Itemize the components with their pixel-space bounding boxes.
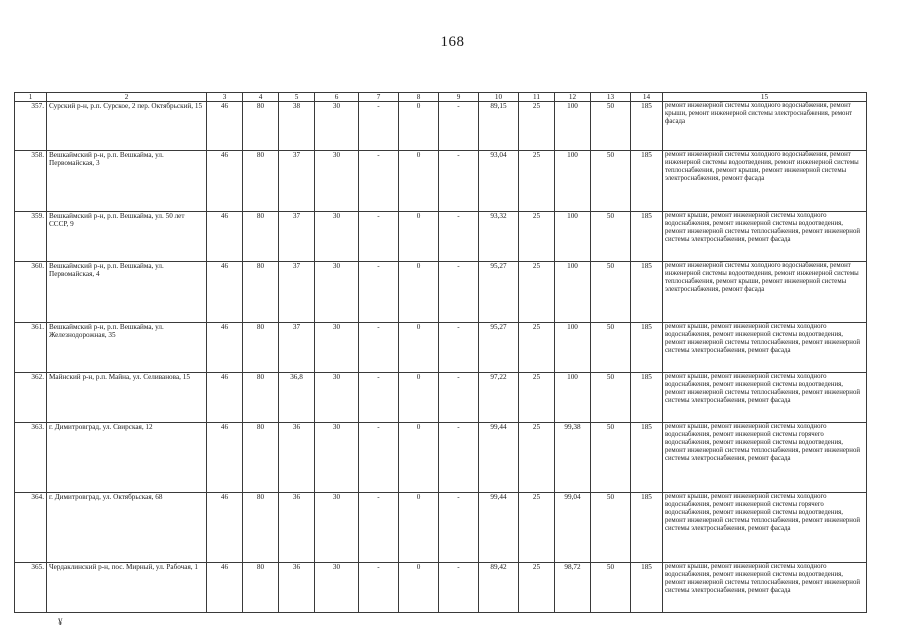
cell-col8: 0 xyxy=(399,102,439,151)
column-number-row xyxy=(15,93,867,102)
cell-col3: 46 xyxy=(207,212,243,262)
cell-col10: 99,44 xyxy=(479,423,519,493)
cell-col12: 100 xyxy=(555,151,591,212)
table-row xyxy=(15,493,867,563)
cell-col3: 46 xyxy=(207,151,243,212)
row-works: ремонт крыши, ремонт инженерной системы холодного водоснабжения, ремонт инженерной системы горячего водоснабжения, ремонт инженерной системы водоотведения, ремонт инженерной системы теплоснабжения, ремонт инженерной системы электроснабжения, ремонт фасада xyxy=(663,423,867,493)
cell-col12: 99,38 xyxy=(555,423,591,493)
row-number: 360. xyxy=(15,262,47,323)
row-address: Майнский р-н, р.п. Майна, ул. Селиванова, 15 xyxy=(47,373,207,423)
table-row xyxy=(15,563,867,613)
col-header-6: 6 xyxy=(315,93,359,102)
cell-col13: 50 xyxy=(591,373,631,423)
row-number: 364. xyxy=(15,493,47,563)
cell-col7: - xyxy=(359,563,399,613)
col-header-2: 2 xyxy=(47,93,207,102)
cell-col6: 30 xyxy=(315,151,359,212)
cell-col4: 80 xyxy=(243,151,279,212)
table-row xyxy=(15,212,867,262)
cell-col5: 37 xyxy=(279,323,315,373)
cell-col13: 50 xyxy=(591,212,631,262)
cell-col6: 30 xyxy=(315,102,359,151)
cell-col8: 0 xyxy=(399,563,439,613)
cell-col12: 100 xyxy=(555,373,591,423)
cell-col11: 25 xyxy=(519,493,555,563)
row-number: 363. xyxy=(15,423,47,493)
cell-col10: 93,32 xyxy=(479,212,519,262)
col-header-5: 5 xyxy=(279,93,315,102)
col-header-13: 13 xyxy=(591,93,631,102)
cell-col7: - xyxy=(359,323,399,373)
cell-col4: 80 xyxy=(243,323,279,373)
col-header-12: 12 xyxy=(555,93,591,102)
cell-col9: - xyxy=(439,423,479,493)
cell-col11: 25 xyxy=(519,373,555,423)
cell-col9: - xyxy=(439,151,479,212)
col-header-4: 4 xyxy=(243,93,279,102)
cell-col13: 50 xyxy=(591,262,631,323)
cell-col11: 25 xyxy=(519,423,555,493)
cell-col10: 97,22 xyxy=(479,373,519,423)
cell-col14: 185 xyxy=(631,323,663,373)
row-number: 359. xyxy=(15,212,47,262)
cell-col9: - xyxy=(439,102,479,151)
row-number: 362. xyxy=(15,373,47,423)
cell-col7: - xyxy=(359,102,399,151)
cell-col5: 37 xyxy=(279,262,315,323)
page-number: 168 xyxy=(440,34,465,50)
cell-col14: 185 xyxy=(631,212,663,262)
table-row xyxy=(15,151,867,212)
cell-col12: 100 xyxy=(555,102,591,151)
cell-col6: 30 xyxy=(315,212,359,262)
row-works: ремонт крыши, ремонт инженерной системы холодного водоснабжения, ремонт инженерной системы водоотведения, ремонт инженерной системы теплоснабжения, ремонт инженерной системы электроснабжения, ремонт фасада xyxy=(663,373,867,423)
cell-col4: 80 xyxy=(243,262,279,323)
cell-col13: 50 xyxy=(591,102,631,151)
col-header-1: 1 xyxy=(15,93,47,102)
cell-col8: 0 xyxy=(399,151,439,212)
cell-col5: 36 xyxy=(279,493,315,563)
cell-col9: - xyxy=(439,323,479,373)
cell-col4: 80 xyxy=(243,423,279,493)
cell-col3: 46 xyxy=(207,262,243,323)
table-body xyxy=(15,102,867,613)
cell-col10: 93,04 xyxy=(479,151,519,212)
row-works: ремонт крыши, ремонт инженерной системы холодного водоснабжения, ремонт инженерной системы водоотведения, ремонт инженерной системы теплоснабжения, ремонт инженерной системы электроснабжения, ремонт фасада xyxy=(663,323,867,373)
cell-col7: - xyxy=(359,493,399,563)
cell-col10: 99,44 xyxy=(479,493,519,563)
cell-col4: 80 xyxy=(243,102,279,151)
cell-col3: 46 xyxy=(207,102,243,151)
cell-col6: 30 xyxy=(315,563,359,613)
cell-col4: 80 xyxy=(243,212,279,262)
cell-col8: 0 xyxy=(399,373,439,423)
cell-col13: 50 xyxy=(591,151,631,212)
cell-col5: 38 xyxy=(279,102,315,151)
cell-col6: 30 xyxy=(315,373,359,423)
cell-col6: 30 xyxy=(315,323,359,373)
cell-col6: 30 xyxy=(315,423,359,493)
cell-col10: 95,27 xyxy=(479,262,519,323)
cell-col7: - xyxy=(359,212,399,262)
cell-col12: 100 xyxy=(555,323,591,373)
row-address: Вешкаймский р-н, р.п. Вешкайма, ул. Первомайская, 4 xyxy=(47,262,207,323)
row-works: ремонт инженерной системы холодного водоснабжения, ремонт инженерной системы водоотведения, ремонт инженерной системы теплоснабжения, ремонт крыши, ремонт инженерной системы электроснабжения, ремонт фасада xyxy=(663,262,867,323)
cell-col11: 25 xyxy=(519,102,555,151)
cell-col12: 99,04 xyxy=(555,493,591,563)
cell-col12: 98,72 xyxy=(555,563,591,613)
cell-col3: 46 xyxy=(207,493,243,563)
cell-col13: 50 xyxy=(591,563,631,613)
cell-col12: 100 xyxy=(555,262,591,323)
row-works: ремонт инженерной системы холодного водоснабжения, ремонт инженерной системы водоотведения, ремонт инженерной системы теплоснабжения, ремонт крыши, ремонт инженерной системы электроснабжения, ремонт фасада xyxy=(663,151,867,212)
program-table-container xyxy=(14,92,866,613)
cell-col8: 0 xyxy=(399,262,439,323)
row-address: г. Димитровград, ул. Свирская, 12 xyxy=(47,423,207,493)
col-header-14: 14 xyxy=(631,93,663,102)
cell-col6: 30 xyxy=(315,262,359,323)
cell-col9: - xyxy=(439,373,479,423)
cell-col14: 185 xyxy=(631,563,663,613)
row-works: ремонт инженерной системы холодного водоснабжения, ремонт крыши, ремонт инженерной системы электроснабжения, ремонт фасада xyxy=(663,102,867,151)
row-works: ремонт крыши, ремонт инженерной системы холодного водоснабжения, ремонт инженерной системы водоотведения, ремонт инженерной системы теплоснабжения, ремонт инженерной системы электроснабжения, ремонт фасада xyxy=(663,563,867,613)
cell-col11: 25 xyxy=(519,151,555,212)
cell-col4: 80 xyxy=(243,493,279,563)
cell-col3: 46 xyxy=(207,563,243,613)
cell-col13: 50 xyxy=(591,423,631,493)
table-row xyxy=(15,373,867,423)
col-header-9: 9 xyxy=(439,93,479,102)
row-address: Вешкаймский р-н, р.п. Вешкайма, ул. Первомайская, 3 xyxy=(47,151,207,212)
row-address: Вешкаймский р-н, р.п. Вешкайма, ул. 50 лет СССР, 9 xyxy=(47,212,207,262)
cell-col9: - xyxy=(439,262,479,323)
cell-col14: 185 xyxy=(631,493,663,563)
cell-col9: - xyxy=(439,563,479,613)
cell-col5: 36 xyxy=(279,423,315,493)
col-header-10: 10 xyxy=(479,93,519,102)
table-row xyxy=(15,323,867,373)
cell-col7: - xyxy=(359,423,399,493)
cell-col10: 95,27 xyxy=(479,323,519,373)
cell-col14: 185 xyxy=(631,151,663,212)
row-number: 361. xyxy=(15,323,47,373)
cell-col6: 30 xyxy=(315,493,359,563)
table-row xyxy=(15,423,867,493)
cell-col10: 89,15 xyxy=(479,102,519,151)
row-works: ремонт крыши, ремонт инженерной системы холодного водоснабжения, ремонт инженерной системы водоотведения, ремонт инженерной системы теплоснабжения, ремонт инженерной системы электроснабжения, ремонт фасада xyxy=(663,212,867,262)
row-address: Сурский р-н, р.п. Сурское, 2 пер. Октябрьский, 15 xyxy=(47,102,207,151)
cell-col4: 80 xyxy=(243,373,279,423)
cell-col9: - xyxy=(439,493,479,563)
cell-col3: 46 xyxy=(207,423,243,493)
cell-col3: 46 xyxy=(207,373,243,423)
cell-col12: 100 xyxy=(555,212,591,262)
col-header-15: 15 xyxy=(663,93,867,102)
cell-col13: 50 xyxy=(591,493,631,563)
cell-col5: 36 xyxy=(279,563,315,613)
row-address: г. Димитровград, ул. Октябрьская, 68 xyxy=(47,493,207,563)
cell-col13: 50 xyxy=(591,323,631,373)
row-works: ремонт крыши, ремонт инженерной системы холодного водоснабжения, ремонт инженерной системы горячего водоснабжения, ремонт инженерной системы водоотведения, ремонт инженерной системы теплоснабжения, ремонт инженерной системы электроснабжения, ремонт фасада xyxy=(663,493,867,563)
cell-col8: 0 xyxy=(399,323,439,373)
cell-col11: 25 xyxy=(519,563,555,613)
cell-col5: 37 xyxy=(279,151,315,212)
row-address: Вешкаймский р-н, р.п. Вешкайма, ул. Железнодорожная, 35 xyxy=(47,323,207,373)
cell-col14: 185 xyxy=(631,262,663,323)
table-row xyxy=(15,262,867,323)
row-address: Чердаклинский р-н, пос. Мирный, ул. Рабочая, 1 xyxy=(47,563,207,613)
cell-col7: - xyxy=(359,262,399,323)
cell-col9: - xyxy=(439,212,479,262)
cell-col11: 25 xyxy=(519,262,555,323)
program-table xyxy=(14,92,867,613)
cell-col11: 25 xyxy=(519,323,555,373)
cell-col10: 89,42 xyxy=(479,563,519,613)
cell-col7: - xyxy=(359,373,399,423)
cell-col8: 0 xyxy=(399,423,439,493)
col-header-3: 3 xyxy=(207,93,243,102)
cell-col7: - xyxy=(359,151,399,212)
row-number: 357. xyxy=(15,102,47,151)
table-row xyxy=(15,102,867,151)
cell-col8: 0 xyxy=(399,493,439,563)
cell-col14: 185 xyxy=(631,373,663,423)
row-number: 358. xyxy=(15,151,47,212)
col-header-7: 7 xyxy=(359,93,399,102)
cell-col5: 37 xyxy=(279,212,315,262)
cell-col4: 80 xyxy=(243,563,279,613)
cell-col8: 0 xyxy=(399,212,439,262)
cell-col11: 25 xyxy=(519,212,555,262)
cell-col3: 46 xyxy=(207,323,243,373)
cell-col14: 185 xyxy=(631,423,663,493)
cell-col14: 185 xyxy=(631,102,663,151)
col-header-8: 8 xyxy=(399,93,439,102)
margin-mark: ¥ xyxy=(58,617,63,627)
row-number: 365. xyxy=(15,563,47,613)
cell-col5: 36,8 xyxy=(279,373,315,423)
col-header-11: 11 xyxy=(519,93,555,102)
